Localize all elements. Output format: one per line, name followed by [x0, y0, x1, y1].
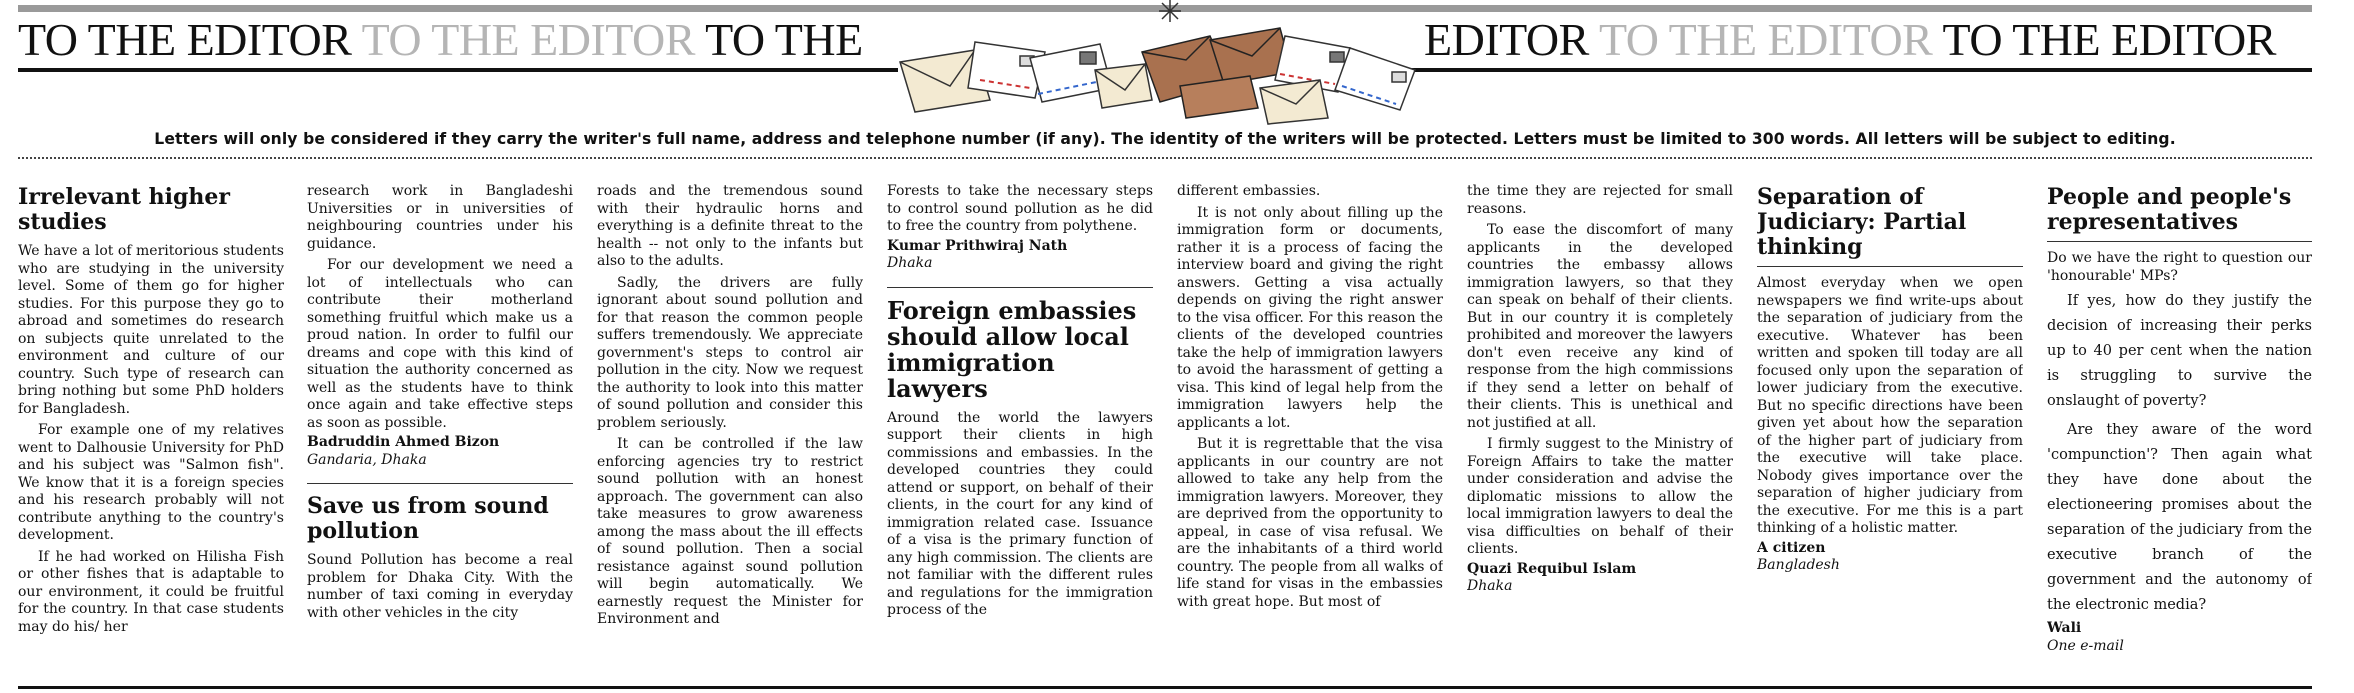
masthead-right-word-1: EDITOR — [1424, 14, 1589, 65]
letter-author: Badruddin Ahmed Bizon — [307, 434, 500, 450]
masthead-left-word-3: TO THE — [705, 14, 863, 65]
letter-paragraph: research work in Bangladeshi Universities or in universities of neighbouring countries under his guidance. — [307, 183, 573, 252]
letter-author: A citizen — [1757, 539, 1826, 556]
masthead-left — [18, 14, 896, 66]
column-7 — [1757, 183, 2023, 673]
submission-guidelines: Letters will only be considered if they carry the writer's full name, address and telephone number (if any). The identity of the writers will be protected. Letters must be limited to 300 words. All letters will be subject to editing. — [154, 130, 2176, 148]
letter-paragraph: Do we have the right to question our 'honourable' MPs? — [2047, 250, 2312, 284]
letter-author: Wali — [2047, 620, 2082, 636]
letter-paragraph: Sadly, the drivers are fully ignorant about sound pollution and for that reason the common people suffers tremendously. We appreciate government's steps to control air pollution in the city. Now we request the authority to look into this matter of sound pollution and consider this problem seriously. — [597, 274, 863, 431]
letter-paragraph: But it is regrettable that the visa applicants in our country are not allowed to take any help from the immigration lawyers. Moreover, they are deprived from the opportunity to appeal, in case of visa refusal. We are the inhabitants of a third world country. The people from all walks of life stand for visas in the embassies with great hope. But most of — [1177, 436, 1443, 610]
letter-location: Dhaka — [1467, 578, 1513, 594]
bottom-rule — [18, 686, 2312, 689]
letter-paragraph: roads and the tremendous sound with their hydraulic horns and everything is a definite threat to the health -- not only to the infants but also to the adults. — [597, 183, 863, 269]
title-underline — [2047, 241, 2312, 242]
letter-paragraph: Are they aware of the word 'compunction'? Then again what they have done about the electioneering promises about the separation of the judiciary from the executive branch of the government and the autonomy of the electronic media? — [2047, 422, 2312, 613]
masthead-right-word-3: TO THE EDITOR — [1942, 14, 2276, 65]
column-8 — [2047, 183, 2312, 673]
letter-title-embassies: Foreign embassies should allow local immigration lawyers — [887, 295, 1137, 403]
letter-location: Bangladesh — [1757, 557, 1840, 573]
letter-paragraph: I firmly suggest to the Ministry of Foreign Affairs to take the matter under consideration and advise the diplomatic missions to allow the local immigration lawyers to deal the visa difficulties on behalf of their clients. — [1467, 436, 1733, 557]
letter-paragraph: To ease the discomfort of many applicants in the developed countries the embassy allows immigration lawyers, so that they can speak on behalf of their clients. But in our country it is completely prohibited and moreover the lawyers don't even receive any kind of response from the high commissions if they send a letter on behalf of their clients. This is unethical and not justified at all. — [1467, 222, 1733, 431]
masthead-left-word-1: TO THE EDITOR — [18, 14, 352, 65]
letter-paragraph: It can be controlled if the law enforcing agencies try to restrict sound pollution with an honest approach. The government can also take measures to grow awareness among the mass about the ill effects of sound pollution. Then a social resistance against sound pollution will begin automatically. We earnestly request the Minister for Environment and — [597, 436, 863, 627]
masthead-right — [1424, 14, 2312, 66]
letter-author: Quazi Requibul Islam — [1467, 560, 1637, 577]
masthead-underline-right — [1410, 68, 2312, 72]
column-2 — [307, 183, 573, 673]
title-underline — [1757, 266, 2023, 267]
letter-paragraph: Around the world the lawyers support their clients in high commissions and embassies. In the developed countries they could attend or support, on behalf of their clients, in the court for any kind of immigration related case. Issuance of a visa is the primary function of any high commission. The clients are not familiar with the different rules and regulations for the immigration process of the — [887, 409, 1153, 618]
masthead-underline-left — [18, 68, 898, 72]
letter-paragraph: the time they are rejected for small reasons. — [1467, 183, 1733, 217]
masthead-right-word-2: TO THE EDITOR — [1598, 14, 1933, 65]
letter-title-higher-studies: Irrelevant higher studies — [18, 184, 230, 235]
letter-paragraph: If he had worked on Hilisha Fish or other fishes that is adaptable to our environment, it could be fruitful for the country. In that case students may do his/ her — [18, 548, 284, 635]
letter-paragraph: It is not only about filling up the immigration form or documents, rather it is a process of facing the interview board and giving the right answers. Getting a visa actually depends on giving the right answer to the visa officer. For this reason the clients of the developed countries take the help of immigration lawyers to avoid the harassment of getting a visa. This kind of legal help from the immigration lawyers help the applicants a lot. — [1177, 204, 1443, 431]
letter-title-sound-pollution: Save us from sound pollution — [307, 493, 549, 544]
letter-separator — [887, 287, 1153, 288]
column-1 — [18, 183, 284, 673]
letter-location: Gandaria, Dhaka — [307, 451, 427, 468]
letter-paragraph: We have a lot of meritorious students who are studying in the university level. Some of them go for higher studies. For this purpose they go to abroad and sometimes do research on subjects quite unrelated to the environment and culture of our country. Such type of research can bring nothing but some PhD holders for Bangladesh. — [18, 243, 284, 417]
letter-author: Kumar Prithwiraj Nath — [887, 237, 1068, 254]
column-5 — [1177, 183, 1443, 673]
letter-paragraph: Almost everyday when we open newspapers we find write-ups about the separation of judiciary from the executive. Whatever has been written and spoken till today are all focused only upon the separation of lower judiciary from the executive. But no specific directions have been given yet about how the separation of the higher part of judiciary from the executive will take place. Nobody gives importance over the separation of higher judiciary from the executive. For me this is a part thinking of a holistic matter. — [1757, 275, 2023, 536]
letter-title-representatives: People and people's representatives — [2047, 184, 2292, 235]
letter-separator — [307, 483, 573, 484]
letter-paragraph: different embassies. — [1177, 183, 1321, 199]
envelopes-illustration-icon — [880, 0, 1440, 125]
letter-location: Dhaka — [887, 255, 933, 271]
dotted-separator — [18, 157, 2312, 159]
letter-paragraph: For example one of my relatives went to Dalhousie University for PhD and his subject was "Salmon fish". We know that it is a foreign species and his research probably will not contribute anything to the country's development. — [18, 422, 284, 543]
letter-location: One e-mail — [2047, 637, 2124, 654]
letter-paragraph: Forests to take the necessary steps to control sound pollution as he did to free the country from polythene. — [887, 183, 1153, 234]
letter-paragraph: If yes, how do they justify the decision of increasing their perks up to 40 per cent when the nation is struggling to survive the onslaught of poverty? — [2047, 293, 2312, 409]
column-4 — [887, 183, 1153, 673]
masthead-left-word-2: TO THE EDITOR — [361, 14, 695, 65]
letter-paragraph: Sound Pollution has become a real problem for Dhaka City. With the number of taxi coming in everyday with other vehicles in the city — [307, 552, 573, 621]
letter-paragraph: For our development we need a lot of intellectuals who can contribute their motherland something fruitful which make us a proud nation. In order to fulfil our dreams and cope with this kind of situation the authority concerned as well as the students have to think once again and take effective steps as soon as possible. — [307, 257, 573, 431]
column-3 — [597, 183, 863, 673]
letter-title-judiciary: Separation of Judiciary: Partial thinking — [1757, 184, 1967, 260]
column-6 — [1467, 183, 1733, 673]
